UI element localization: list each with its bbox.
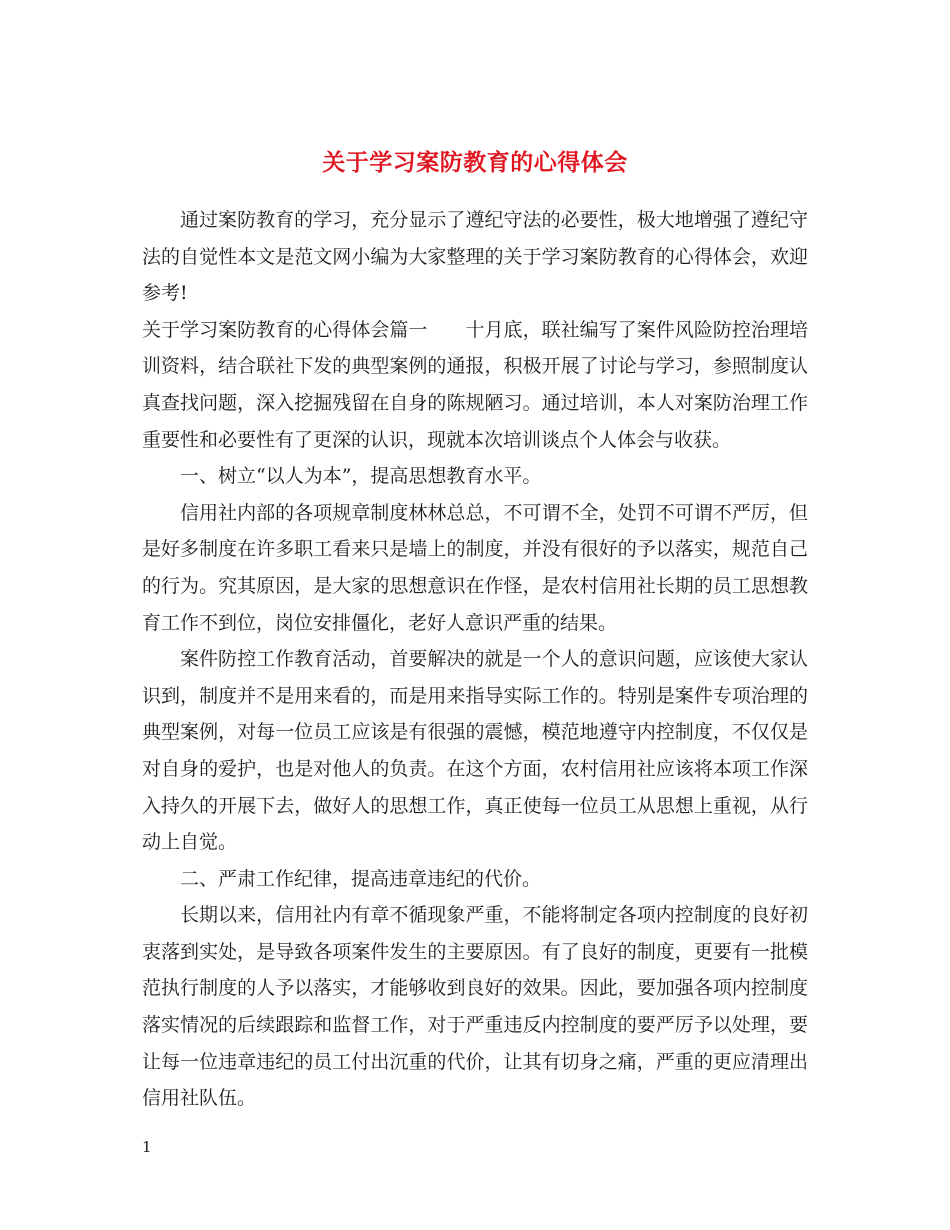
document-title: 关于学习案防教育的心得体会	[322, 149, 628, 177]
document-body	[142, 202, 808, 1117]
body-paragraph: 长期以来，信用社内有章不循现象严重，不能将制定各项内控制度的良好初衷落到实处，是导致各项案件发生的主要原因。有了良好的制度，更要有一批模范执行制度的人予以落实，才能够收到良好的效果。因此，要加强各项内控制度落实情况的后续跟踪和监督工作，对于严重违反内控制度的要严厉予以处理，要让每一位违章违纪的员工付出沉重的代价，让其有切身之痛，严重的更应清理出信用社队伍。	[142, 904, 808, 1110]
body-paragraph: 信用社内部的各项规章制度林林总总，不可谓不全，处罚不可谓不严厉，但是好多制度在许多职工看来只是墙上的制度，并没有很好的予以落实，规范自己的行为。究其原因，是大家的思想意识在作怪，是农村信用社长期的员工思想教育工作不到位，岗位安排僵化，老好人意识严重的结果。	[142, 501, 808, 634]
section-heading-2: 二、严肃工作纪律，提高违章违纪的代价。	[180, 867, 542, 890]
intro-paragraph: 通过案防教育的学习，充分显示了遵纪守法的必要性，极大地增强了遵纪守法的自觉性本文是范文网小编为大家整理的关于学习案防教育的心得体会，欢迎参考!	[142, 209, 808, 305]
body-paragraph: 案件防控工作教育活动，首要解决的就是一个人的意识问题，应该使大家认识到，制度并不是用来看的，而是用来指导实际工作的。特别是案件专项治理的典型案例，对每一位员工应该是有很强的震憾，模范地遵守内控制度，不仅仅是对自身的爱护，也是对他人的负责。在这个方面，农村信用社应该将本项工作深入持久的开展下去，做好人的思想工作，真正使每一位员工从思想上重视，从行动上自觉。	[142, 648, 808, 854]
section-heading-1: 一、树立“以人为本”，提高思想教育水平。	[180, 465, 542, 488]
page-number: 1	[142, 1138, 152, 1156]
section-paragraph: 关于学习案防教育的心得体会篇一 十月底，联社编写了案件风险防控治理培训资料，结合联社下发的典型案例的通报，积极开展了讨论与学习，参照制度认真查找问题，深入挖掘残留在自身的陈规陋习。通过培训，本人对案防治理工作重要性和必要性有了更深的认识，现就本次培训谈点个人体会与收获。	[142, 318, 808, 451]
